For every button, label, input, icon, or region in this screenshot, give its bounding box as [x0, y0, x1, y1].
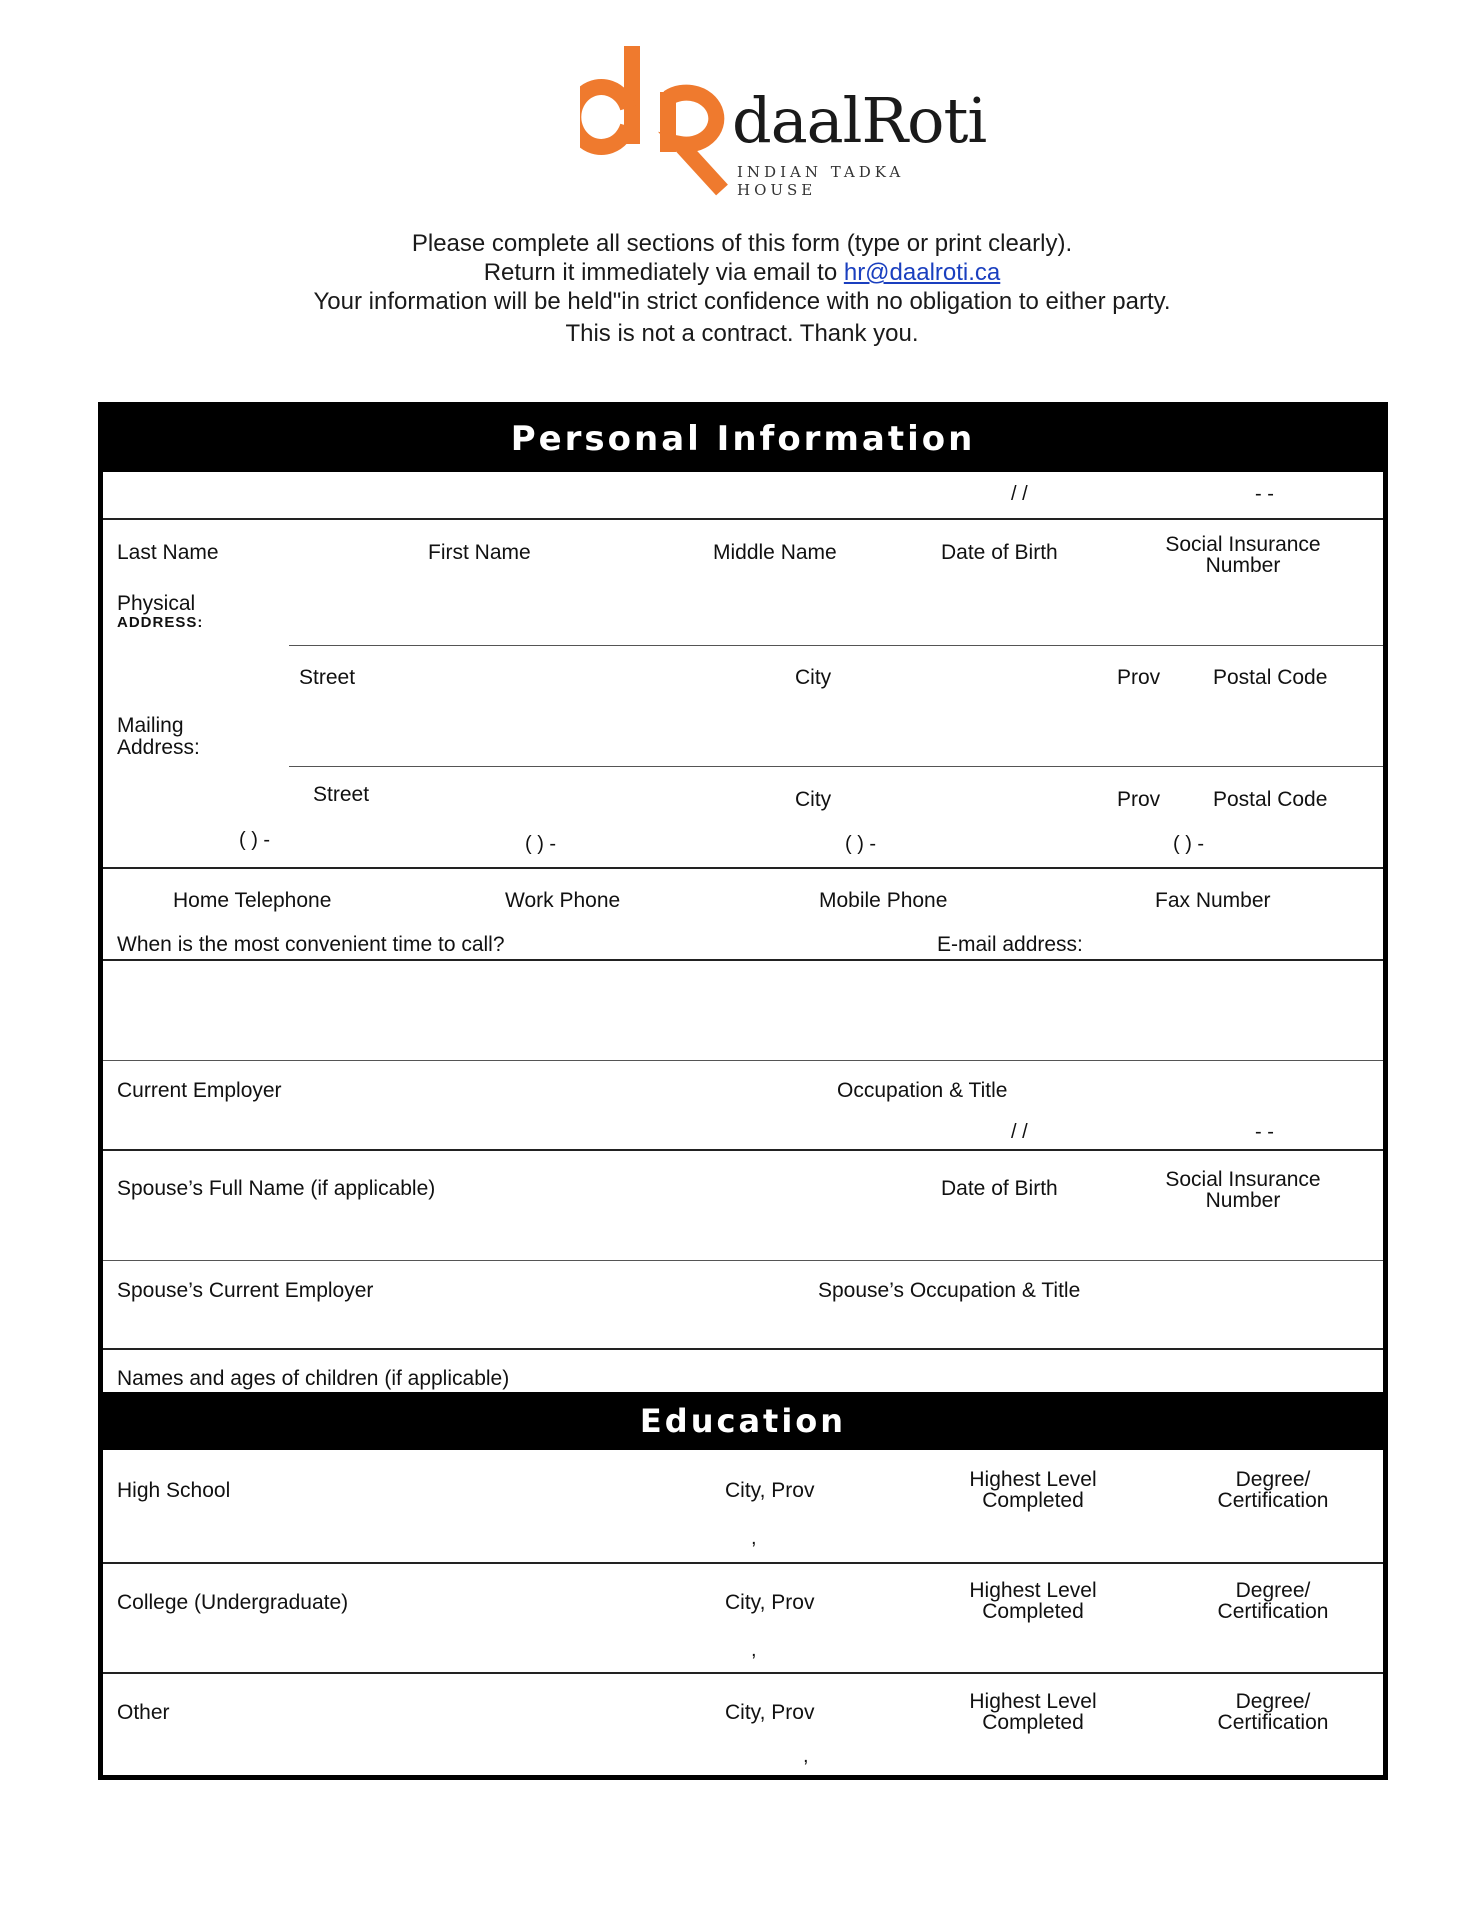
mailing-city-label: City [795, 788, 832, 811]
college-label: College (Undergraduate) [117, 1591, 349, 1614]
college-comma: , [751, 1639, 757, 1661]
application-form [98, 402, 1388, 1780]
highest-level-line-2: Completed [982, 1489, 1084, 1512]
intro-line-2-prefix: Return it immediately via email to [483, 259, 844, 286]
mailing-address-line [289, 766, 1383, 767]
fax-mask: ( ) - [1173, 833, 1205, 855]
divider [103, 1672, 1383, 1674]
highest-level-line-2: Completed [982, 1600, 1084, 1623]
divider [103, 1149, 1383, 1151]
divider [103, 1260, 1383, 1261]
sin-label [1163, 534, 1323, 576]
spouse-sin-label [1163, 1169, 1323, 1211]
highest-level-line-1: Highest Level [969, 1468, 1097, 1491]
other-education-label: Other [117, 1701, 170, 1724]
sin-label-line-2: Number [1205, 554, 1281, 577]
dob-separator: / / [1011, 483, 1028, 505]
address-caps-label: ADDRESS: [117, 614, 204, 631]
high-school-highest-level-label [943, 1469, 1123, 1511]
divider [103, 867, 1383, 869]
intro-line-1: Please complete all sections of this form (type or print clearly). [411, 230, 1073, 257]
spouse-dob-label: Date of Birth [941, 1177, 1058, 1200]
spouse-sin-separator: - - [1255, 1121, 1274, 1143]
intro-line-3: Your information will be held"in strict confidence with no obligation to either party. [313, 288, 1171, 315]
sin-separator: - - [1255, 483, 1274, 505]
last-name-label: Last Name [117, 541, 219, 564]
spouse-dob-separator: / / [1011, 1121, 1028, 1143]
email-address-label: E-mail address: [937, 933, 1083, 956]
physical-postal-code-label: Postal Code [1213, 666, 1328, 689]
mobile-phone-mask: ( ) - [845, 833, 877, 855]
degree-line-1: Degree/ [1235, 1690, 1311, 1713]
work-phone-mask: ( ) - [525, 833, 557, 855]
highest-level-line-1: Highest Level [969, 1579, 1097, 1602]
mailing-postal-code-label: Postal Code [1213, 788, 1328, 811]
logo-brand-name: daalRoti [732, 84, 987, 157]
highest-level-line-1: Highest Level [969, 1690, 1097, 1713]
degree-line-2: Certification [1217, 1711, 1329, 1734]
physical-city-label: City [795, 666, 832, 689]
children-label: Names and ages of children (if applicable) [117, 1367, 510, 1390]
mailing-address-word: Address: [117, 736, 200, 759]
college-degree-label [1193, 1580, 1353, 1622]
degree-line-1: Degree/ [1235, 1468, 1311, 1491]
spouse-sin-label-line-1: Social Insurance [1165, 1168, 1321, 1191]
work-phone-label: Work Phone [505, 889, 621, 912]
physical-label: Physical [117, 592, 196, 615]
divider [103, 959, 1383, 961]
college-city-prov-label: City, Prov [725, 1591, 815, 1614]
dr-monogram-icon [580, 40, 730, 200]
hr-email-link[interactable]: hr@daalroti.ca [843, 259, 1001, 286]
home-phone-mask: ( ) - [239, 829, 271, 851]
divider [103, 518, 1383, 520]
sin-label-line-1: Social Insurance [1165, 533, 1321, 556]
high-school-city-prov-label: City, Prov [725, 1479, 815, 1502]
divider [103, 1060, 1383, 1061]
convenient-time-label: When is the most convenient time to call? [117, 933, 505, 956]
current-employer-label: Current Employer [117, 1079, 282, 1102]
fax-number-label: Fax Number [1155, 889, 1271, 912]
first-name-label: First Name [428, 541, 531, 564]
mailing-address-label [117, 715, 200, 759]
divider [103, 1562, 1383, 1564]
high-school-label: High School [117, 1479, 231, 1502]
degree-line-2: Certification [1217, 1489, 1329, 1512]
personal-information-header: Personal Information [103, 407, 1383, 472]
other-city-prov-label: City, Prov [725, 1701, 815, 1724]
mobile-phone-label: Mobile Phone [819, 889, 948, 912]
physical-prov-label: Prov [1117, 666, 1161, 689]
education-header: Education [103, 1392, 1383, 1450]
physical-street-label: Street [299, 666, 356, 689]
other-comma: , [803, 1745, 809, 1767]
degree-line-1: Degree/ [1235, 1579, 1311, 1602]
other-highest-level-label [943, 1691, 1123, 1733]
intro-line-4: This is not a contract. Thank you. [565, 320, 919, 347]
home-telephone-label: Home Telephone [173, 889, 332, 912]
spouse-occupation-label: Spouse’s Occupation & Title [818, 1279, 1081, 1302]
logo-tagline: INDIAN TADKA HOUSE [737, 163, 905, 199]
mailing-label: Mailing [117, 714, 184, 737]
mailing-prov-label: Prov [1117, 788, 1161, 811]
other-degree-label [1193, 1691, 1353, 1733]
daalroti-logo [580, 40, 987, 200]
middle-name-label: Middle Name [713, 541, 837, 564]
college-highest-level-label [943, 1580, 1123, 1622]
spouse-name-label: Spouse’s Full Name (if applicable) [117, 1177, 436, 1200]
mailing-street-label: Street [313, 783, 370, 806]
divider [103, 1348, 1383, 1350]
occupation-title-label: Occupation & Title [837, 1079, 1008, 1102]
spouse-sin-label-line-2: Number [1205, 1189, 1281, 1212]
physical-address-line [289, 645, 1383, 646]
degree-line-2: Certification [1217, 1600, 1329, 1623]
intro-line-2 [0, 259, 1484, 287]
highest-level-line-2: Completed [982, 1711, 1084, 1734]
date-of-birth-label: Date of Birth [941, 541, 1058, 564]
high-school-comma: , [751, 1527, 757, 1549]
high-school-degree-label [1193, 1469, 1353, 1511]
spouse-employer-label: Spouse’s Current Employer [117, 1279, 374, 1302]
physical-address-label [117, 593, 203, 631]
